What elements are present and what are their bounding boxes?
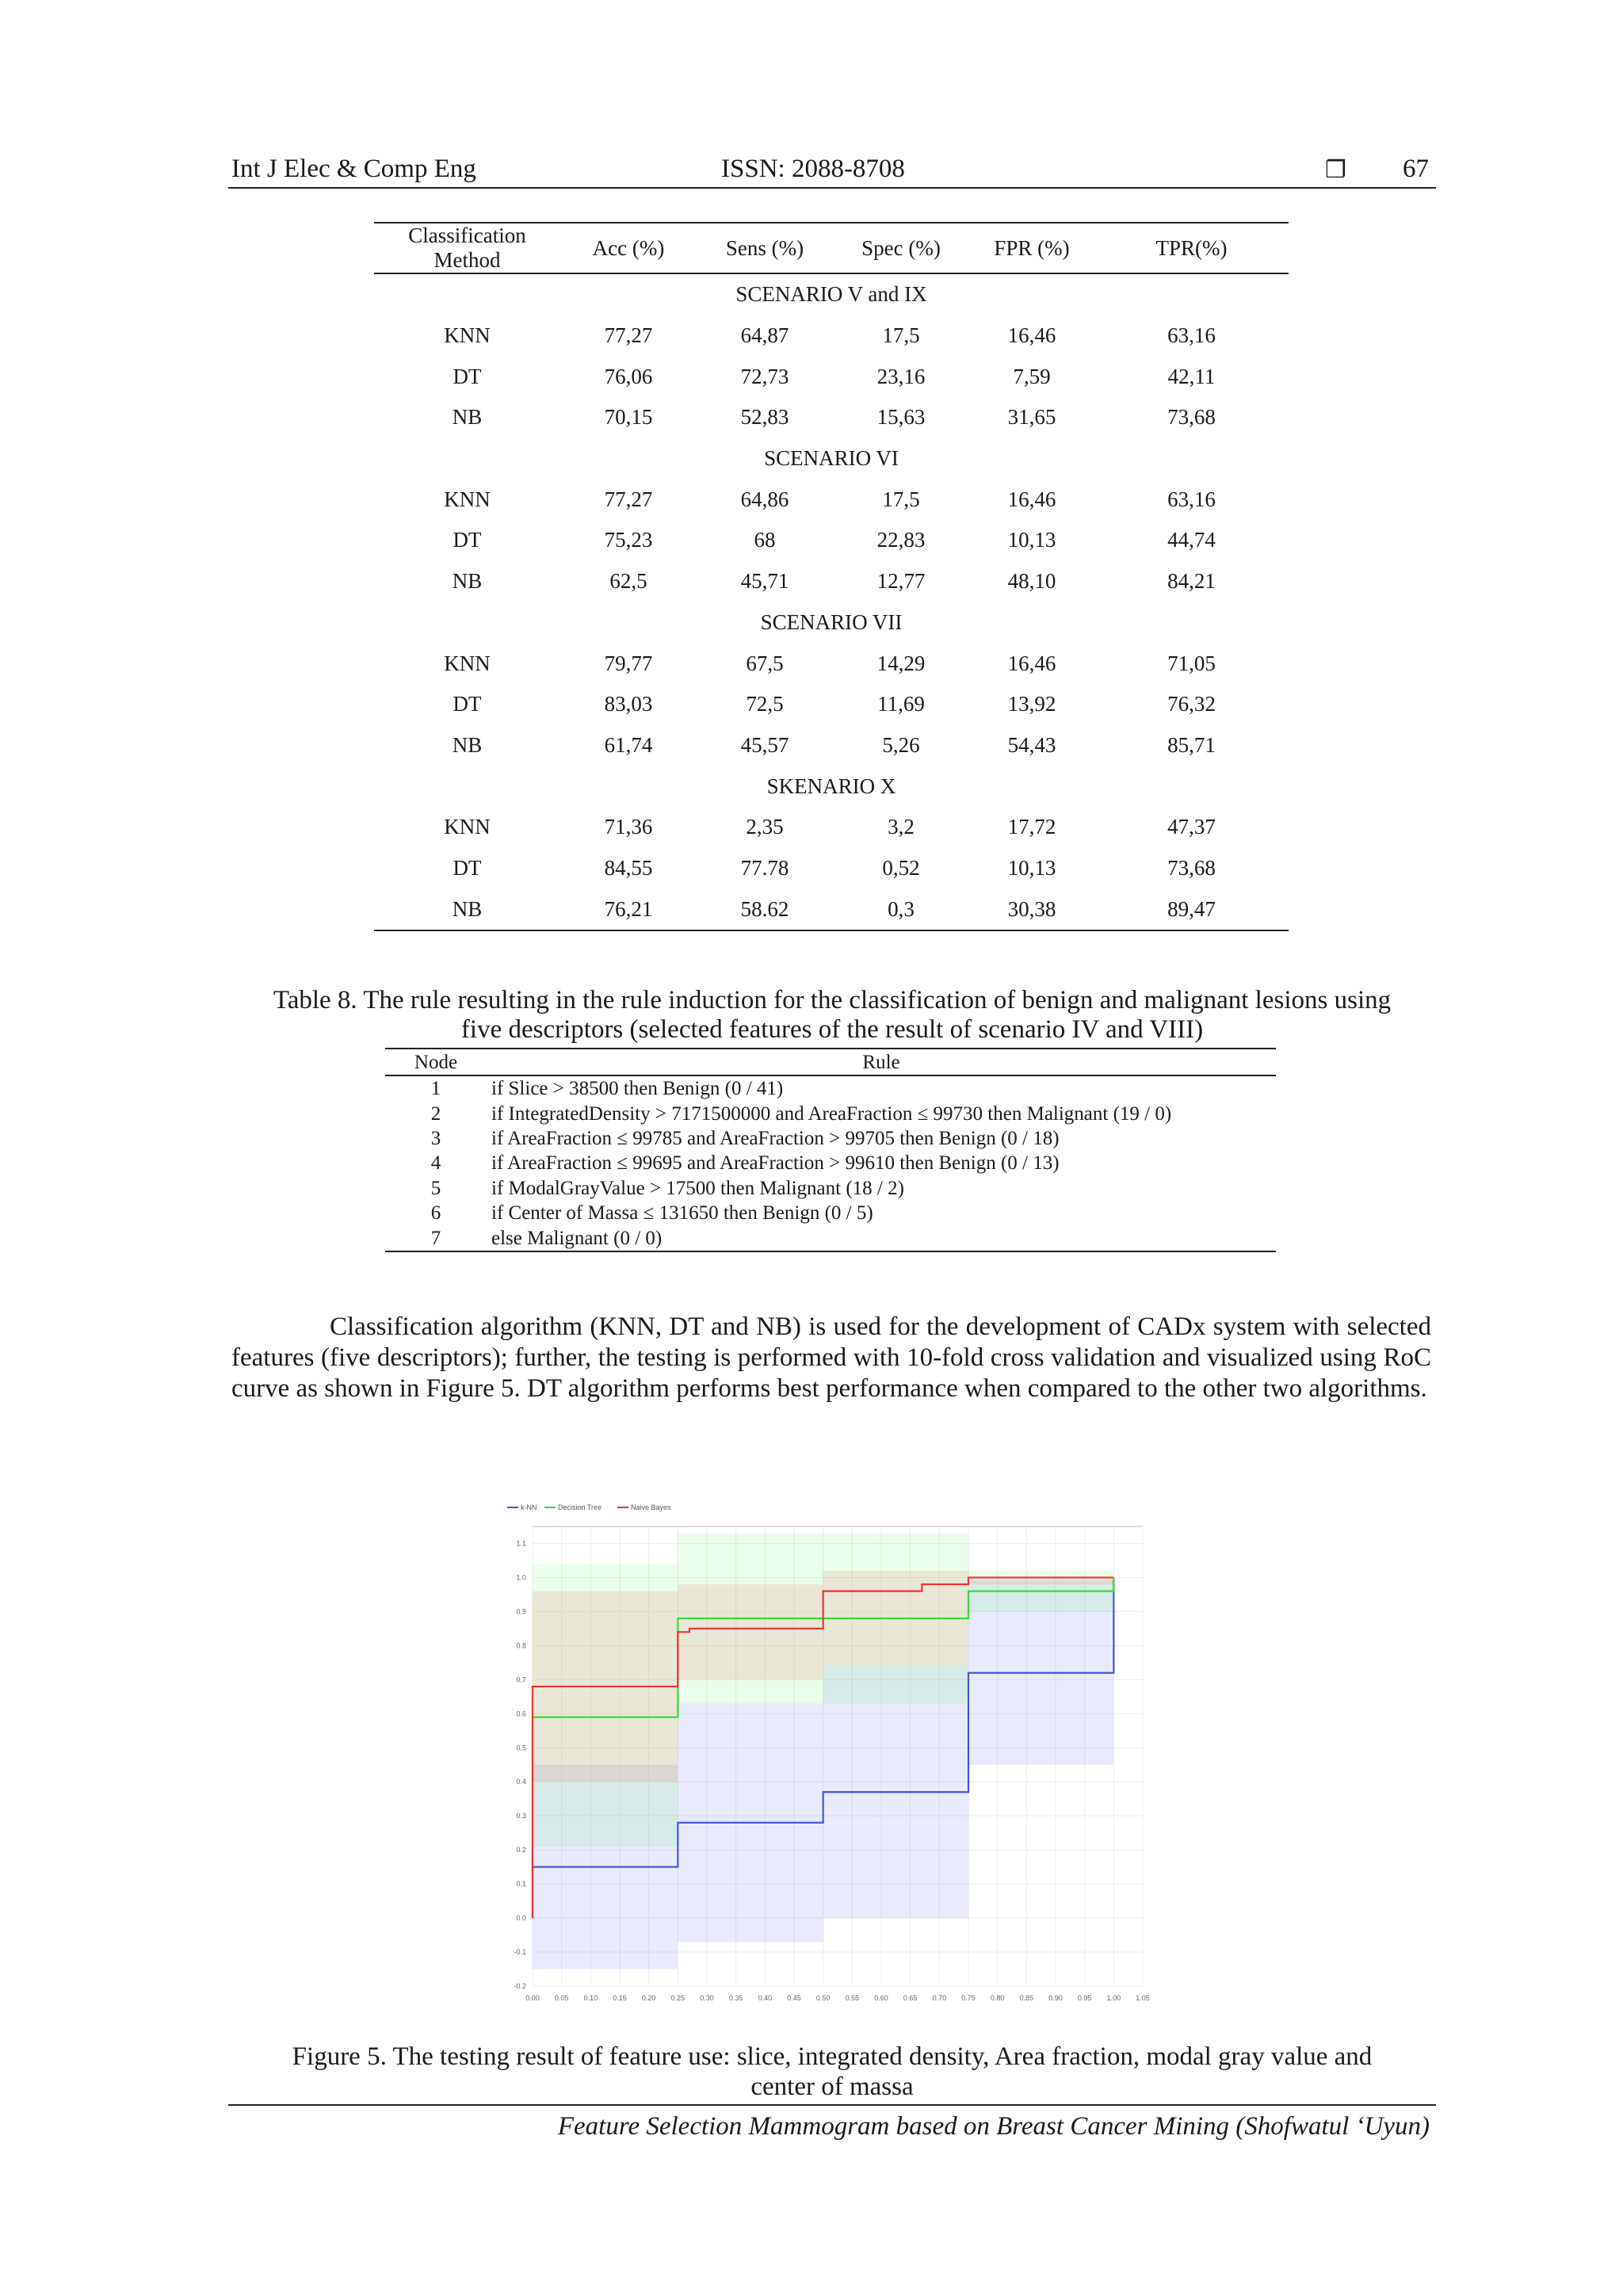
table-row bbox=[374, 397, 1289, 438]
rule-table-header bbox=[385, 1049, 1276, 1075]
x-tick-label: 0.90 bbox=[1048, 1994, 1063, 2002]
x-tick-label: 0.65 bbox=[903, 1994, 918, 2002]
table-cell: 2,35 bbox=[746, 815, 784, 839]
col-header: FPR (%) bbox=[969, 223, 1094, 273]
col-header: Spec (%) bbox=[833, 223, 969, 273]
table-row bbox=[374, 479, 1289, 520]
table-cell: 7,59 bbox=[1013, 364, 1051, 388]
y-tick-label: 0.6 bbox=[516, 1710, 526, 1718]
table-cell: 44,74 bbox=[1167, 528, 1216, 552]
rule-text: if Center of Massa ≤ 131650 then Benign (0 / 5) bbox=[491, 1202, 873, 1224]
table-cell: 16,46 bbox=[1007, 651, 1056, 675]
table-cell: 17,72 bbox=[1007, 815, 1056, 839]
y-tick-label: 0.5 bbox=[516, 1744, 526, 1752]
x-tick-label: 0.80 bbox=[990, 1994, 1005, 2002]
table-cell: 52,83 bbox=[740, 405, 789, 430]
table-row bbox=[374, 807, 1289, 848]
col-header: Sens (%) bbox=[697, 223, 833, 273]
y-tick-label: 0.9 bbox=[516, 1607, 526, 1616]
table-cell: NB bbox=[374, 888, 560, 930]
rule-node: 1 bbox=[430, 1078, 441, 1100]
table-cell: 77,27 bbox=[604, 487, 653, 511]
x-tick-label: 0.35 bbox=[728, 1994, 743, 2002]
table-cell: 73,68 bbox=[1167, 405, 1216, 430]
table-cell: 14,29 bbox=[876, 651, 926, 675]
journal-name: Int J Elec & Comp Eng bbox=[231, 155, 476, 183]
confidence-band bbox=[968, 1577, 1113, 1584]
x-tick-label: 0.55 bbox=[845, 1994, 860, 2002]
scenario-row bbox=[374, 273, 1289, 315]
results-table bbox=[374, 222, 1289, 931]
table-cell: 76,32 bbox=[1167, 692, 1216, 716]
rule-row bbox=[385, 1201, 1276, 1225]
table-cell: NB bbox=[452, 405, 483, 430]
footer-rule bbox=[228, 2104, 1436, 2106]
rule-row bbox=[385, 1176, 1276, 1201]
table-cell: 3,2 bbox=[888, 815, 915, 839]
table-cell: 16,46 bbox=[1007, 323, 1056, 348]
table-cell: 23,16 bbox=[876, 364, 926, 388]
table-cell: 58.62 bbox=[697, 888, 833, 930]
y-tick-label: -0.2 bbox=[514, 1982, 526, 1990]
table-cell: DT bbox=[453, 364, 482, 388]
table-cell: 13,92 bbox=[1007, 692, 1056, 716]
rule-text: if AreaFraction ≤ 99695 and AreaFraction > 99610 then Benign (0 / 13) bbox=[491, 1152, 1060, 1175]
x-tick-label: 0.70 bbox=[932, 1994, 947, 2002]
x-tick-label: 0.95 bbox=[1077, 1994, 1092, 2002]
rule-row bbox=[385, 1075, 1276, 1101]
table-cell: 67,5 bbox=[746, 651, 784, 675]
table-row bbox=[374, 561, 1289, 602]
table-cell: 45,71 bbox=[740, 569, 789, 594]
scenario-row bbox=[374, 602, 1289, 644]
table-cell: 10,13 bbox=[1007, 855, 1056, 880]
rule-node: 4 bbox=[430, 1152, 441, 1175]
x-tick-label: 0.00 bbox=[525, 1994, 540, 2002]
col-header: Node bbox=[385, 1049, 487, 1075]
rule-node: 5 bbox=[430, 1177, 441, 1199]
x-tick-label: 0.75 bbox=[961, 1994, 976, 2002]
confidence-band bbox=[678, 1584, 823, 1679]
table-row bbox=[374, 643, 1289, 684]
table-cell: 85,71 bbox=[1167, 732, 1216, 757]
header-rule bbox=[228, 187, 1436, 189]
table8-caption bbox=[228, 984, 1436, 1045]
table-cell: KNN bbox=[444, 815, 491, 839]
x-tick-label: 0.05 bbox=[554, 1994, 569, 2002]
rule-table bbox=[385, 1048, 1276, 1252]
y-tick-label: 0.7 bbox=[516, 1675, 526, 1684]
table-cell: 54,43 bbox=[1007, 732, 1056, 757]
table-cell: 15,63 bbox=[876, 405, 926, 430]
box-icon: ❐ bbox=[1325, 156, 1346, 184]
x-tick-label: 1.05 bbox=[1136, 1994, 1150, 2002]
x-tick-label: 0.15 bbox=[613, 1994, 627, 2002]
table-cell: 47,37 bbox=[1167, 815, 1216, 839]
rule-text: else Malignant (0 / 0) bbox=[487, 1225, 1276, 1251]
scenario-row bbox=[374, 438, 1289, 479]
table-cell: 63,16 bbox=[1167, 487, 1216, 511]
x-tick-label: 0.40 bbox=[758, 1994, 773, 2002]
y-tick-label: 1.1 bbox=[516, 1539, 526, 1548]
table-cell: 42,11 bbox=[1167, 364, 1216, 388]
scenario-row bbox=[374, 766, 1289, 807]
x-tick-label: 0.25 bbox=[670, 1994, 685, 2002]
table-cell: DT bbox=[453, 528, 482, 552]
table-cell: 5,26 bbox=[882, 732, 920, 757]
x-tick-label: 0.60 bbox=[874, 1994, 888, 2002]
table-cell: DT bbox=[453, 692, 482, 716]
x-tick-label: 0.10 bbox=[583, 1994, 598, 2002]
table-cell: 83,03 bbox=[604, 692, 653, 716]
table-cell: 0,3 bbox=[833, 888, 969, 930]
x-tick-label: 0.20 bbox=[641, 1994, 656, 2002]
legend-label: Decision Tree bbox=[558, 1503, 602, 1511]
rule-text: if AreaFraction ≤ 99785 and AreaFraction > 99705 then Benign (0 / 18) bbox=[491, 1127, 1060, 1149]
table-cell: 71,36 bbox=[604, 815, 653, 839]
rule-node: 7 bbox=[385, 1225, 487, 1251]
table-row bbox=[374, 315, 1289, 357]
col-header: Rule bbox=[487, 1049, 1276, 1075]
table-cell: 0,52 bbox=[882, 855, 920, 880]
rule-text: if ModalGrayValue > 17500 then Malignant (18 / 2) bbox=[491, 1177, 904, 1199]
table-cell: 17,5 bbox=[882, 323, 920, 348]
y-tick-label: 0.8 bbox=[516, 1641, 526, 1650]
table-cell: 77.78 bbox=[740, 855, 789, 880]
table-cell: 77,27 bbox=[604, 323, 653, 348]
rule-text: if IntegratedDensity > 7171500000 and AreaFraction ≤ 99730 then Malignant (19 / 0) bbox=[491, 1102, 1172, 1125]
table-cell: NB bbox=[452, 732, 483, 757]
table-cell: 89,47 bbox=[1094, 888, 1289, 930]
y-tick-label: 0.1 bbox=[516, 1880, 526, 1889]
figure5-caption bbox=[228, 2041, 1436, 2103]
col-header: TPR(%) bbox=[1094, 223, 1289, 273]
y-tick-label: -0.1 bbox=[514, 1948, 526, 1957]
table-cell: 12,77 bbox=[876, 569, 926, 594]
table-cell: 84,21 bbox=[1167, 569, 1216, 594]
table-cell: 71,05 bbox=[1167, 651, 1216, 675]
table-cell: 72,5 bbox=[746, 692, 784, 716]
table-cell: 70,15 bbox=[604, 405, 653, 430]
table-cell: 79,77 bbox=[604, 651, 653, 675]
table-cell: 48,10 bbox=[1007, 569, 1056, 594]
rule-text: if Slice > 38500 then Benign (0 / 41) bbox=[491, 1078, 784, 1100]
table-row bbox=[374, 520, 1289, 561]
table-cell: 10,13 bbox=[1007, 528, 1056, 552]
table8-caption-line1: Table 8. The rule resulting in the rule induction for the classification of benign and malignant lesions using bbox=[273, 986, 1392, 1014]
y-tick-label: 1.0 bbox=[516, 1573, 526, 1582]
x-tick-label: 1.00 bbox=[1106, 1994, 1121, 2002]
table8-caption-line2: five descriptors (selected features of the result of scenario IV and VIII) bbox=[460, 1015, 1204, 1044]
scenario-title: SCENARIO VII bbox=[760, 609, 903, 634]
x-tick-label: 0.85 bbox=[1019, 1994, 1034, 2002]
table-cell: 31,65 bbox=[1007, 405, 1056, 430]
body-paragraph-text: Classification algorithm (KNN, DT and NB) is used for the development of CADx system with selected features (five descriptors); further, the testing is performed with 10-fold cross validation and visualized using RoC curve as shown in Figure 5. DT algorithm performs best performance when compared to the other two algorithms. bbox=[231, 1312, 1431, 1403]
table-cell: 11,69 bbox=[877, 692, 925, 716]
table-cell: 76,06 bbox=[604, 364, 653, 388]
table-cell: 45,57 bbox=[740, 732, 789, 757]
page-number: 67 bbox=[1403, 155, 1429, 183]
col-header: Acc (%) bbox=[560, 223, 697, 273]
table-cell: 84,55 bbox=[604, 855, 653, 880]
footer-text: Feature Selection Mammogram based on Breast Cancer Mining (Shofwatul ‘Uyun) bbox=[557, 2112, 1430, 2141]
body-paragraph bbox=[231, 1312, 1431, 1404]
y-tick-label: 0.4 bbox=[516, 1778, 526, 1786]
roc-chart bbox=[491, 1498, 1157, 2013]
table-cell: 73,68 bbox=[1167, 855, 1216, 880]
table-cell: NB bbox=[452, 569, 483, 594]
rule-node: 3 bbox=[430, 1127, 441, 1149]
scenario-title: SCENARIO V and IX bbox=[735, 282, 927, 307]
legend-label: Naive Bayes bbox=[631, 1503, 671, 1511]
rule-node: 2 bbox=[430, 1102, 441, 1125]
rule-node: 6 bbox=[430, 1202, 441, 1224]
figure5-caption-line2: center of massa bbox=[750, 2073, 914, 2101]
table-row bbox=[374, 725, 1289, 766]
y-tick-label: 0.2 bbox=[516, 1846, 526, 1855]
col-header: Classification Method bbox=[374, 223, 560, 273]
legend-label: k-NN bbox=[521, 1503, 537, 1511]
x-tick-label: 0.30 bbox=[700, 1994, 714, 2002]
table-cell: 62,5 bbox=[609, 569, 647, 594]
scenario-title: SCENARIO VI bbox=[764, 446, 899, 471]
table-cell: 30,38 bbox=[969, 888, 1094, 930]
table-cell: 16,46 bbox=[1007, 487, 1056, 511]
table-cell: 63,16 bbox=[1167, 323, 1216, 348]
rule-row bbox=[385, 1126, 1276, 1151]
table-cell: 72,73 bbox=[740, 364, 789, 388]
y-tick-label: 0.0 bbox=[516, 1914, 526, 1923]
table-cell: 75,23 bbox=[604, 528, 653, 552]
table-cell: 76,21 bbox=[560, 888, 697, 930]
x-tick-label: 0.45 bbox=[787, 1994, 801, 2002]
table-row bbox=[374, 356, 1289, 397]
results-table-header bbox=[374, 223, 1289, 273]
table-cell: 22,83 bbox=[876, 528, 926, 552]
table-cell: 61,74 bbox=[604, 732, 653, 757]
issn: ISSN: 2088-8708 bbox=[721, 155, 905, 183]
table-row bbox=[374, 684, 1289, 725]
x-tick-label: 0.50 bbox=[815, 1994, 831, 2002]
figure5-caption-line1: Figure 5. The testing result of feature use: slice, integrated density, Area fraction, modal gray value and bbox=[292, 2042, 1373, 2071]
table-cell: 17,5 bbox=[882, 487, 920, 511]
table-cell: 64,87 bbox=[740, 323, 789, 348]
table-cell: 64,86 bbox=[740, 487, 789, 511]
table-row bbox=[374, 848, 1289, 889]
table-cell: KNN bbox=[444, 651, 491, 675]
table-cell: DT bbox=[453, 855, 482, 880]
table-cell: KNN bbox=[444, 323, 491, 348]
rule-row bbox=[385, 1151, 1276, 1175]
table-cell: 68 bbox=[754, 528, 776, 552]
table-cell: KNN bbox=[444, 487, 491, 511]
scenario-title: SKENARIO X bbox=[766, 774, 896, 798]
rule-row bbox=[385, 1225, 1276, 1251]
rule-row bbox=[385, 1101, 1276, 1125]
table-row bbox=[374, 888, 1289, 930]
y-tick-label: 0.3 bbox=[516, 1812, 526, 1820]
